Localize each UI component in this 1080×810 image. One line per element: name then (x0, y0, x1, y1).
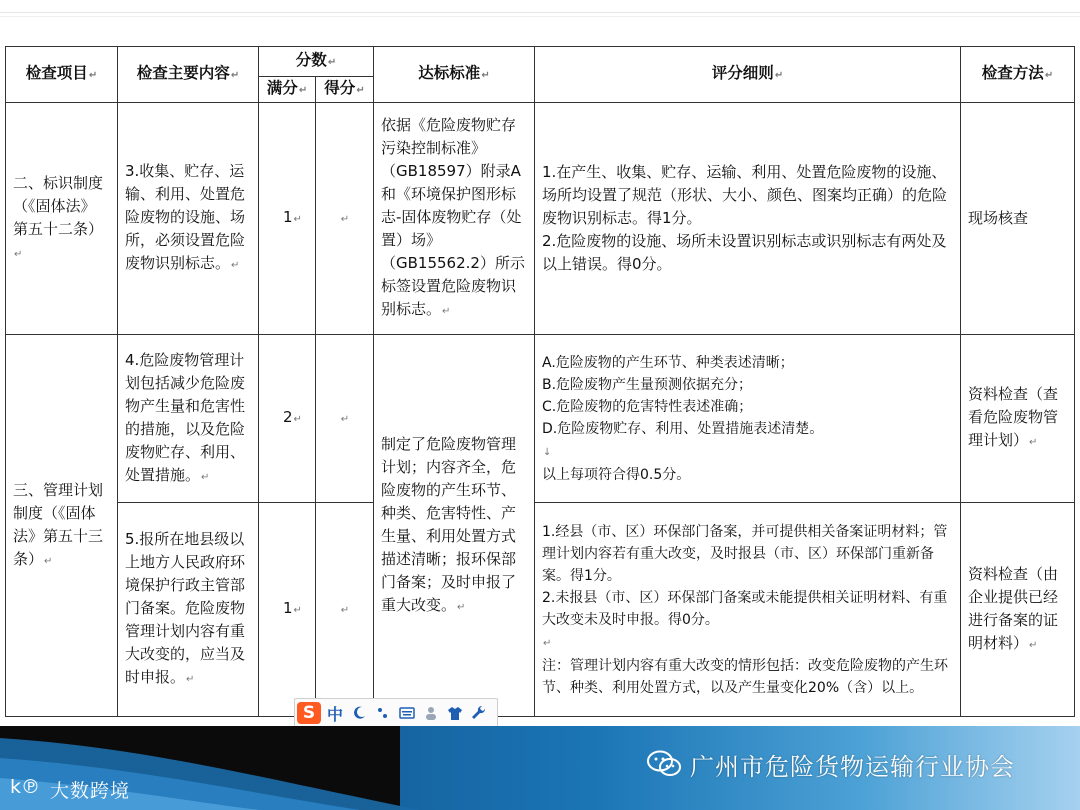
cell-content: 4.危险废物管理计划包括减少危险废物产生量和危害性的措施，以及危险废物贮存、利用、处置措施。↵ (118, 335, 259, 503)
detail-line: A.危险废物的产生环节、种类表述清晰； (542, 354, 794, 371)
cell-content: 3.收集、贮存、运输、利用、处置危险废物的设施、场所，必须设置危险废物识别标志。↵ (118, 103, 259, 335)
detail-line: 注：管理计划内容有重大改变的情形包括：改变危险废物的产生环节、种类、利用处置方式，以及产生量变化20%（含）以上。 (542, 657, 948, 696)
cell-method: 资料检查（由企业提供已经进行备案的证明材料）↵ (961, 503, 1075, 717)
cell-full-score: 2↵ (259, 335, 316, 503)
cell-full-score: 1↵ (259, 103, 316, 335)
association-watermark (646, 744, 1015, 784)
cell-detail (535, 103, 961, 335)
detail-line: 1.在产生、收集、贮存、运输、利用、处置危险废物的设施、场所均设置了规范（形状、大小、颜色、图案均正确）的危险废物识别标志。得1分。 (542, 163, 948, 227)
ime-mode-toggle[interactable]: 中 (327, 704, 344, 724)
cell-detail (535, 335, 961, 503)
header-row-1 (6, 47, 1075, 77)
header-standard: 达标标准↵ (374, 47, 535, 103)
detail-line: C.危险废物的危害特性表述准确； (542, 398, 753, 415)
header-full-score: 满分↵ (259, 77, 316, 103)
top-rule-2 (0, 16, 1080, 17)
header-content: 检查主要内容↵ (118, 47, 259, 103)
cell-method: 现场核查 (961, 103, 1075, 335)
cell-item: 三、管理计划制度（《固体法》第五十三条）↵ (6, 335, 118, 717)
inspection-table (5, 46, 1075, 717)
brand-logo-icon: k℗ (10, 776, 41, 798)
cell-full-score: 1↵ (259, 503, 316, 717)
detail-blank-line: ↓ (543, 446, 552, 458)
detail-line: 以上每项符合得0.5分。 (542, 466, 691, 483)
header-score-group: 分数↵ (259, 47, 374, 77)
cell-standard: 制定了危险废物管理计划；内容齐全，危险废物的产生环节、种类、危害特性、产生量、利用处置方式描述清晰；报环保部门备案；及时申报了重大改变。↵ (374, 335, 535, 717)
cell-content: 5.报所在地县级以上地方人民政府环境保护行政主管部门备案。危险废物管理计划内容有重大改变的，应当及时申报。↵ (118, 503, 259, 717)
header-item: 检查项目↵ (6, 47, 118, 103)
detail-line: 2.危险废物的设施、场所未设置识别标志或识别标志有两处及以上错误。得0分。 (542, 232, 947, 273)
header-detail: 评分细则↵ (535, 47, 961, 103)
cell-method: 资料检查（查看危险废物管理计划）↵ (961, 335, 1075, 503)
table-row (6, 503, 1075, 717)
table-row (6, 103, 1075, 335)
brand-name: 大数跨境 (50, 780, 131, 802)
association-name: 广州市危险货物运输行业协会 (690, 752, 1015, 781)
cell-detail (535, 503, 961, 717)
footer-banner (0, 718, 1080, 810)
sogou-logo-icon[interactable]: S (297, 702, 321, 724)
detail-line: D.危险废物贮存、利用、处置措施表述清楚。 (542, 420, 824, 437)
header-method: 检查方法↵ (961, 47, 1075, 103)
cell-standard: 依据《危险废物贮存污染控制标准》（GB18597）附录A和《环境保护图形标志-固体废物贮存（处置）场》（GB15562.2）所示标签设置危险废物识别标志。↵ (374, 103, 535, 335)
header-got-score: 得分↵ (316, 77, 374, 103)
detail-line: B.危险废物产生量预测依据充分； (542, 376, 753, 393)
cell-got-score[interactable]: ↵ (316, 103, 374, 335)
detail-blank-line: ↵ (543, 637, 552, 649)
wechat-icon (646, 749, 682, 779)
detail-line: 2.未报县（市、区）环保部门备案或未能提供相关证明材料、有重大改变未及时申报。得0分。 (542, 589, 948, 628)
detail-line: 1.经县（市、区）环保部门备案，并可提供相关备案证明材料；管理计划内容若有重大改变，及时报县（市、区）环保部门重新备案。得1分。 (542, 523, 948, 584)
cell-got-score[interactable]: ↵ (316, 335, 374, 503)
cell-item: 二、标识制度（《固体法》第五十二条）↵ (6, 103, 118, 335)
top-rule (0, 12, 1080, 13)
cell-got-score[interactable]: ↵ (316, 503, 374, 717)
table-row (6, 335, 1075, 503)
